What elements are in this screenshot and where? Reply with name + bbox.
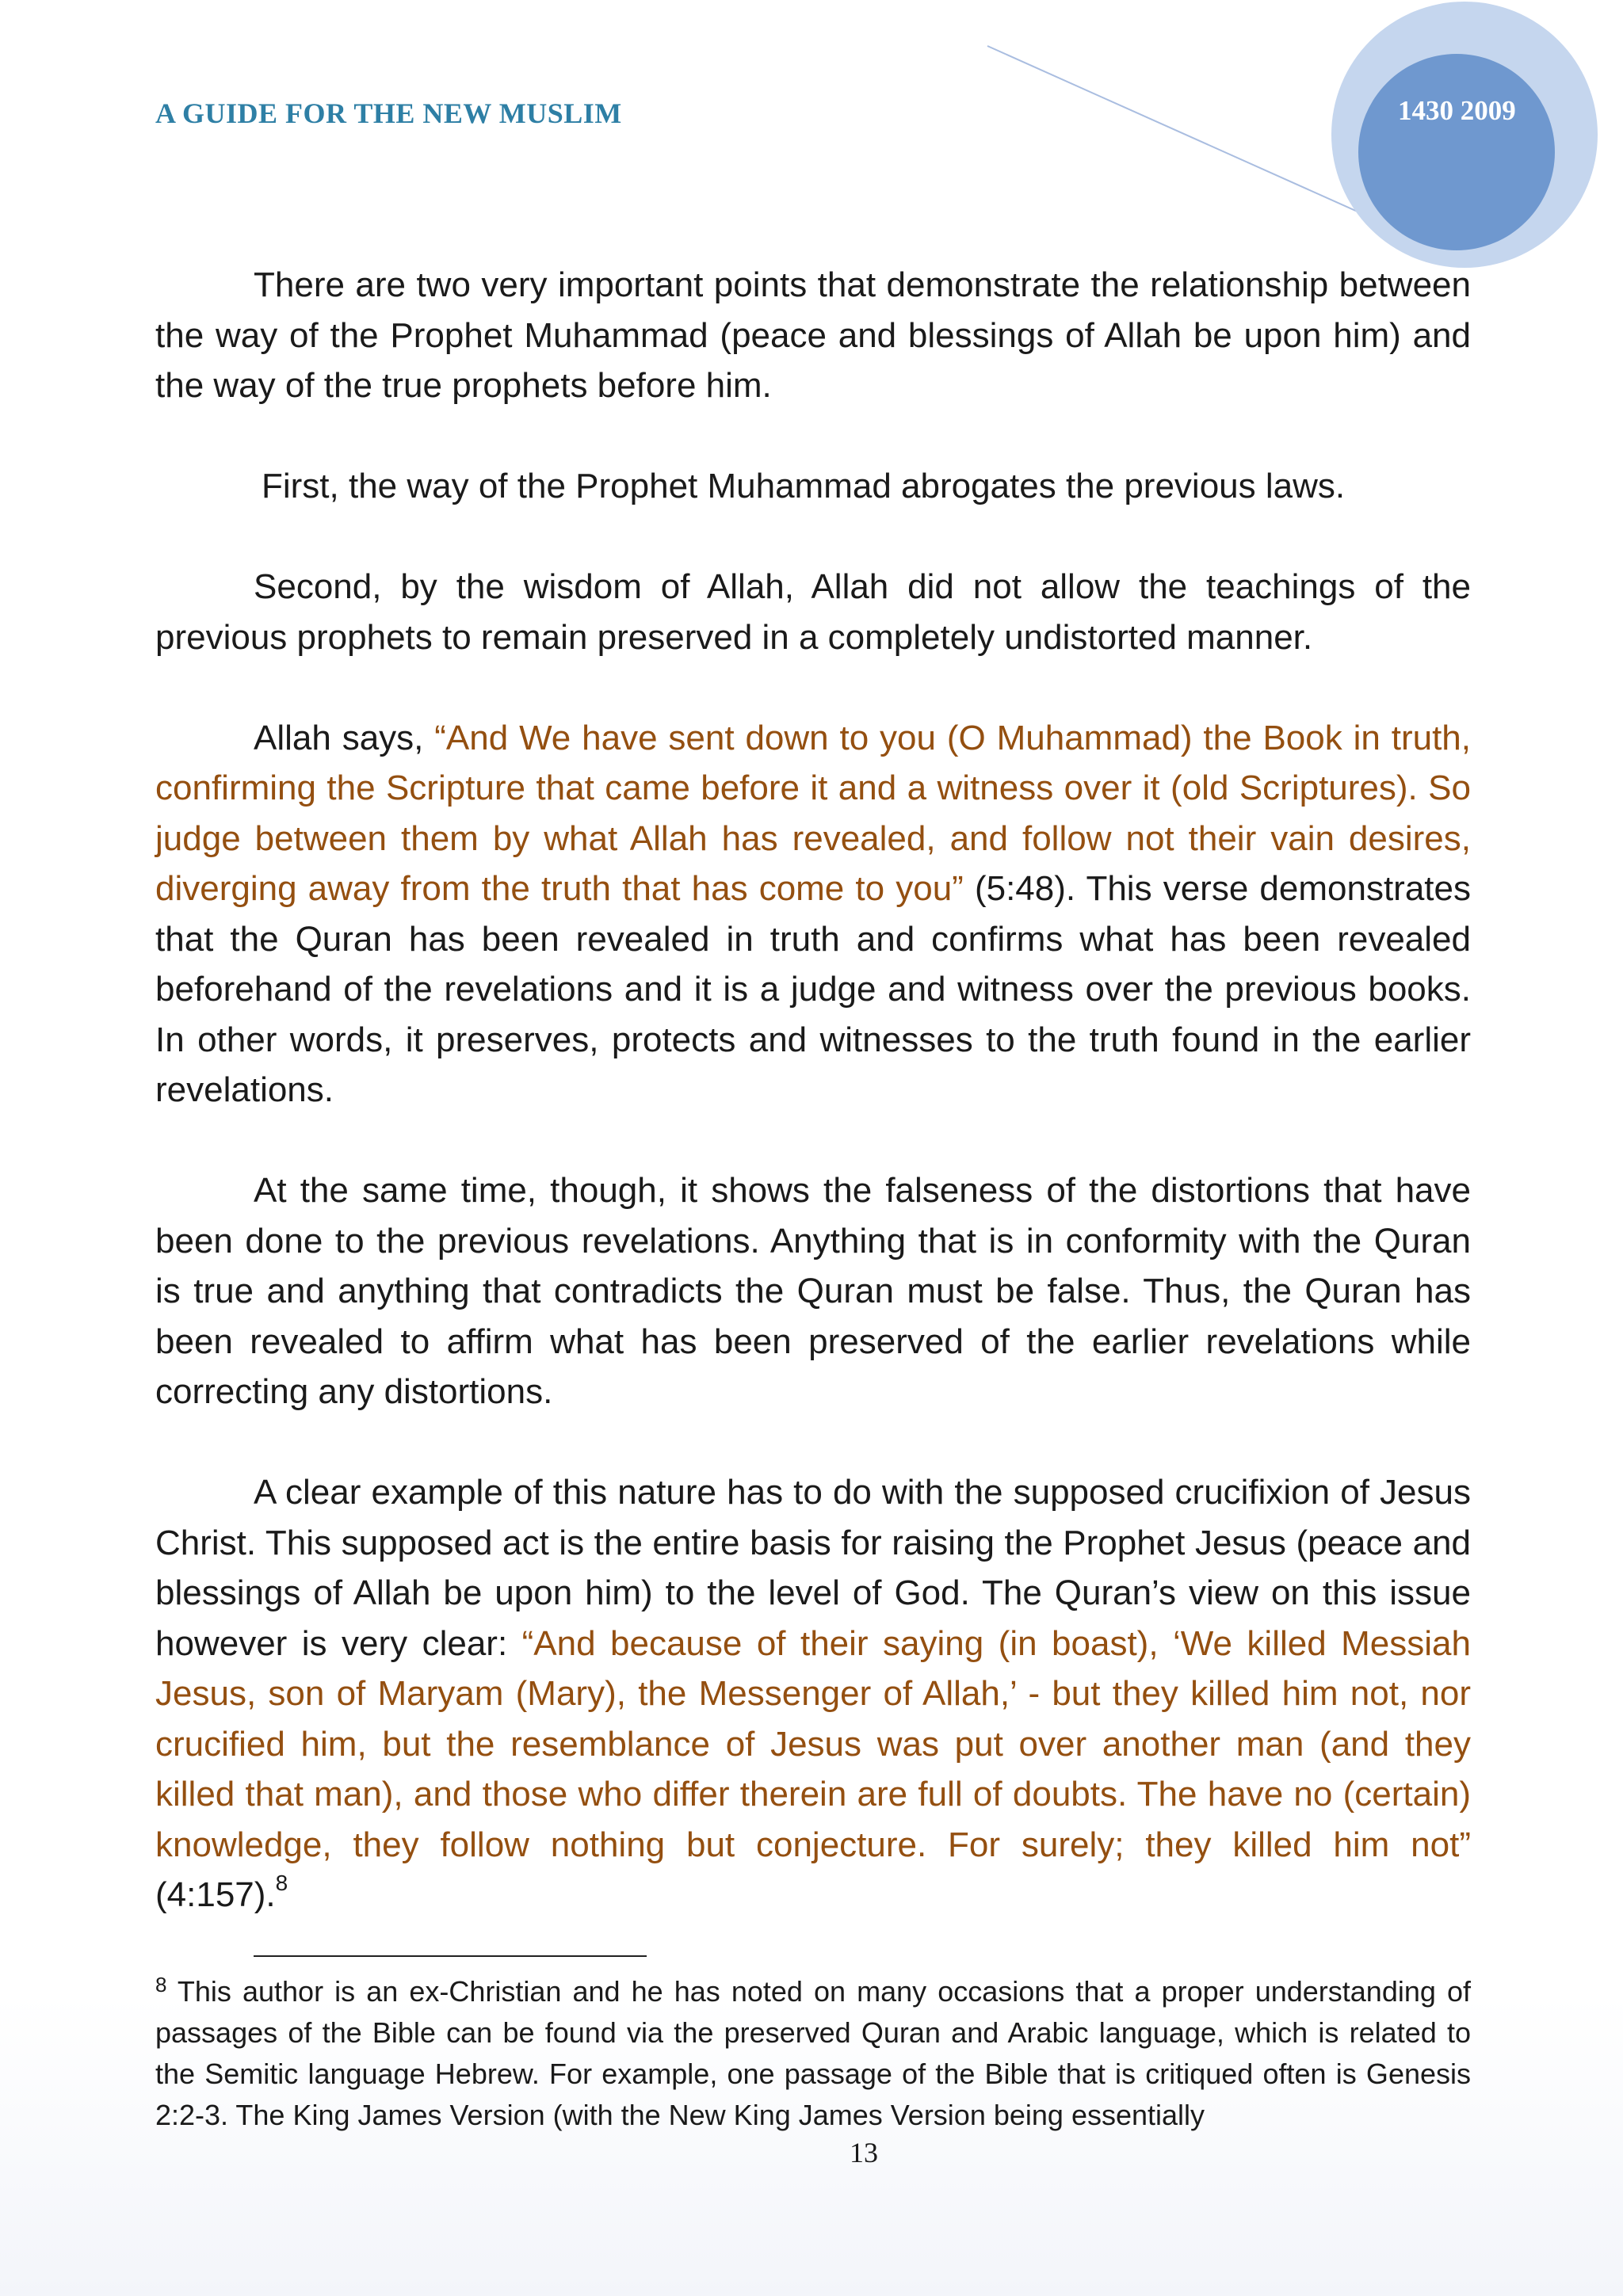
body-text: [155, 260, 1471, 1970]
paragraph-first-point: First, the way of the Prophet Muhammad abrogates the previous laws.: [262, 467, 1346, 505]
page-number: 13: [850, 2137, 878, 2168]
paragraph-relationship: There are two very important points that demonstrate the relationship between the way of the Prophet Muhammad (peace and blessings of Allah be upon him) and the way of the true prophets before him.: [155, 265, 1471, 405]
footnote-number: 8: [155, 1973, 167, 1997]
verse-commentary: (5:48). This verse demonstrates that the Quran has been revealed in truth and confirms what has been revealed beforehand of the revelations and it is a judge and witness over the previous books. In other words, it preserves, protects and witnesses to the truth found in the earlier revelations.: [155, 869, 1471, 1109]
footnote-reference[interactable]: 8: [275, 1871, 288, 1895]
header-decoration: [0, 0, 1623, 301]
paragraph-crucifixion: [155, 1467, 1471, 1920]
paragraph-intro: Allah says,: [254, 718, 435, 757]
quran-quote-5-48: “And We have sent down to you (O Muhammad) the Book in truth, confirming the Scripture that came before it and a witness over it (old Scriptures). So judge between them by what Allah has revealed, and follow not their vain desires, diverging away from the truth that has come to you”: [155, 718, 1471, 908]
paragraph-falseness: At the same time, though, it shows the falseness of the distortions that have been done to the previous revelations. Anything that is in conformity with the Quran is true and anything that contradicts the Quran must be false. Thus, the Quran has been revealed to affirm what has been preserved of the earlier revelations while correcting any distortions.: [155, 1171, 1471, 1411]
footnote-text: This author is an ex-Christian and he has noted on many occasions that a proper understanding of passages of the Bible can be found via the preserved Quran and Arabic language, which is related to the Semitic language Hebrew. For example, one passage of the Bible that is critiqued often is Genesis 2:2-3. The King James Version (with the New King James Version being essentially: [155, 1975, 1471, 2131]
header-inner-circle: [1358, 54, 1555, 250]
footnote-separator: [254, 1955, 647, 1957]
quran-quote-4-157: “And because of their saying (in boast), ‘We killed Messiah Jesus, son of Maryam (Mary), the Messenger of Allah,’ - but they killed him not, nor crucified him, but the resemblance of Jesus was put over another man (and they killed that man), and those who differ therein are full of doubts. The have no (certain) knowledge, they follow nothing but conjecture. For surely; they killed him not”: [155, 1623, 1471, 1864]
paragraph-quran-5-48: [155, 713, 1471, 1116]
paragraph-second-point: Second, by the wisdom of Allah, Allah did not allow the teachings of the previous prophets to remain preserved in a completely undistorted manner.: [155, 567, 1471, 657]
verse-reference: (4:157).: [155, 1875, 276, 1914]
running-header-title: A GUIDE FOR THE NEW MUSLIM: [155, 97, 622, 129]
paragraph-intro: A clear example of this nature has to do with the supposed crucifixion of Jesus Christ. This supposed act is the entire basis for raising the Prophet Jesus (peace and blessings of Allah be upon him) to the level of God. The Quran’s view on this issue however is very clear:: [155, 1473, 1471, 1663]
running-header-year: 1430 2009: [1398, 95, 1516, 126]
footnote: [155, 1971, 1471, 2136]
